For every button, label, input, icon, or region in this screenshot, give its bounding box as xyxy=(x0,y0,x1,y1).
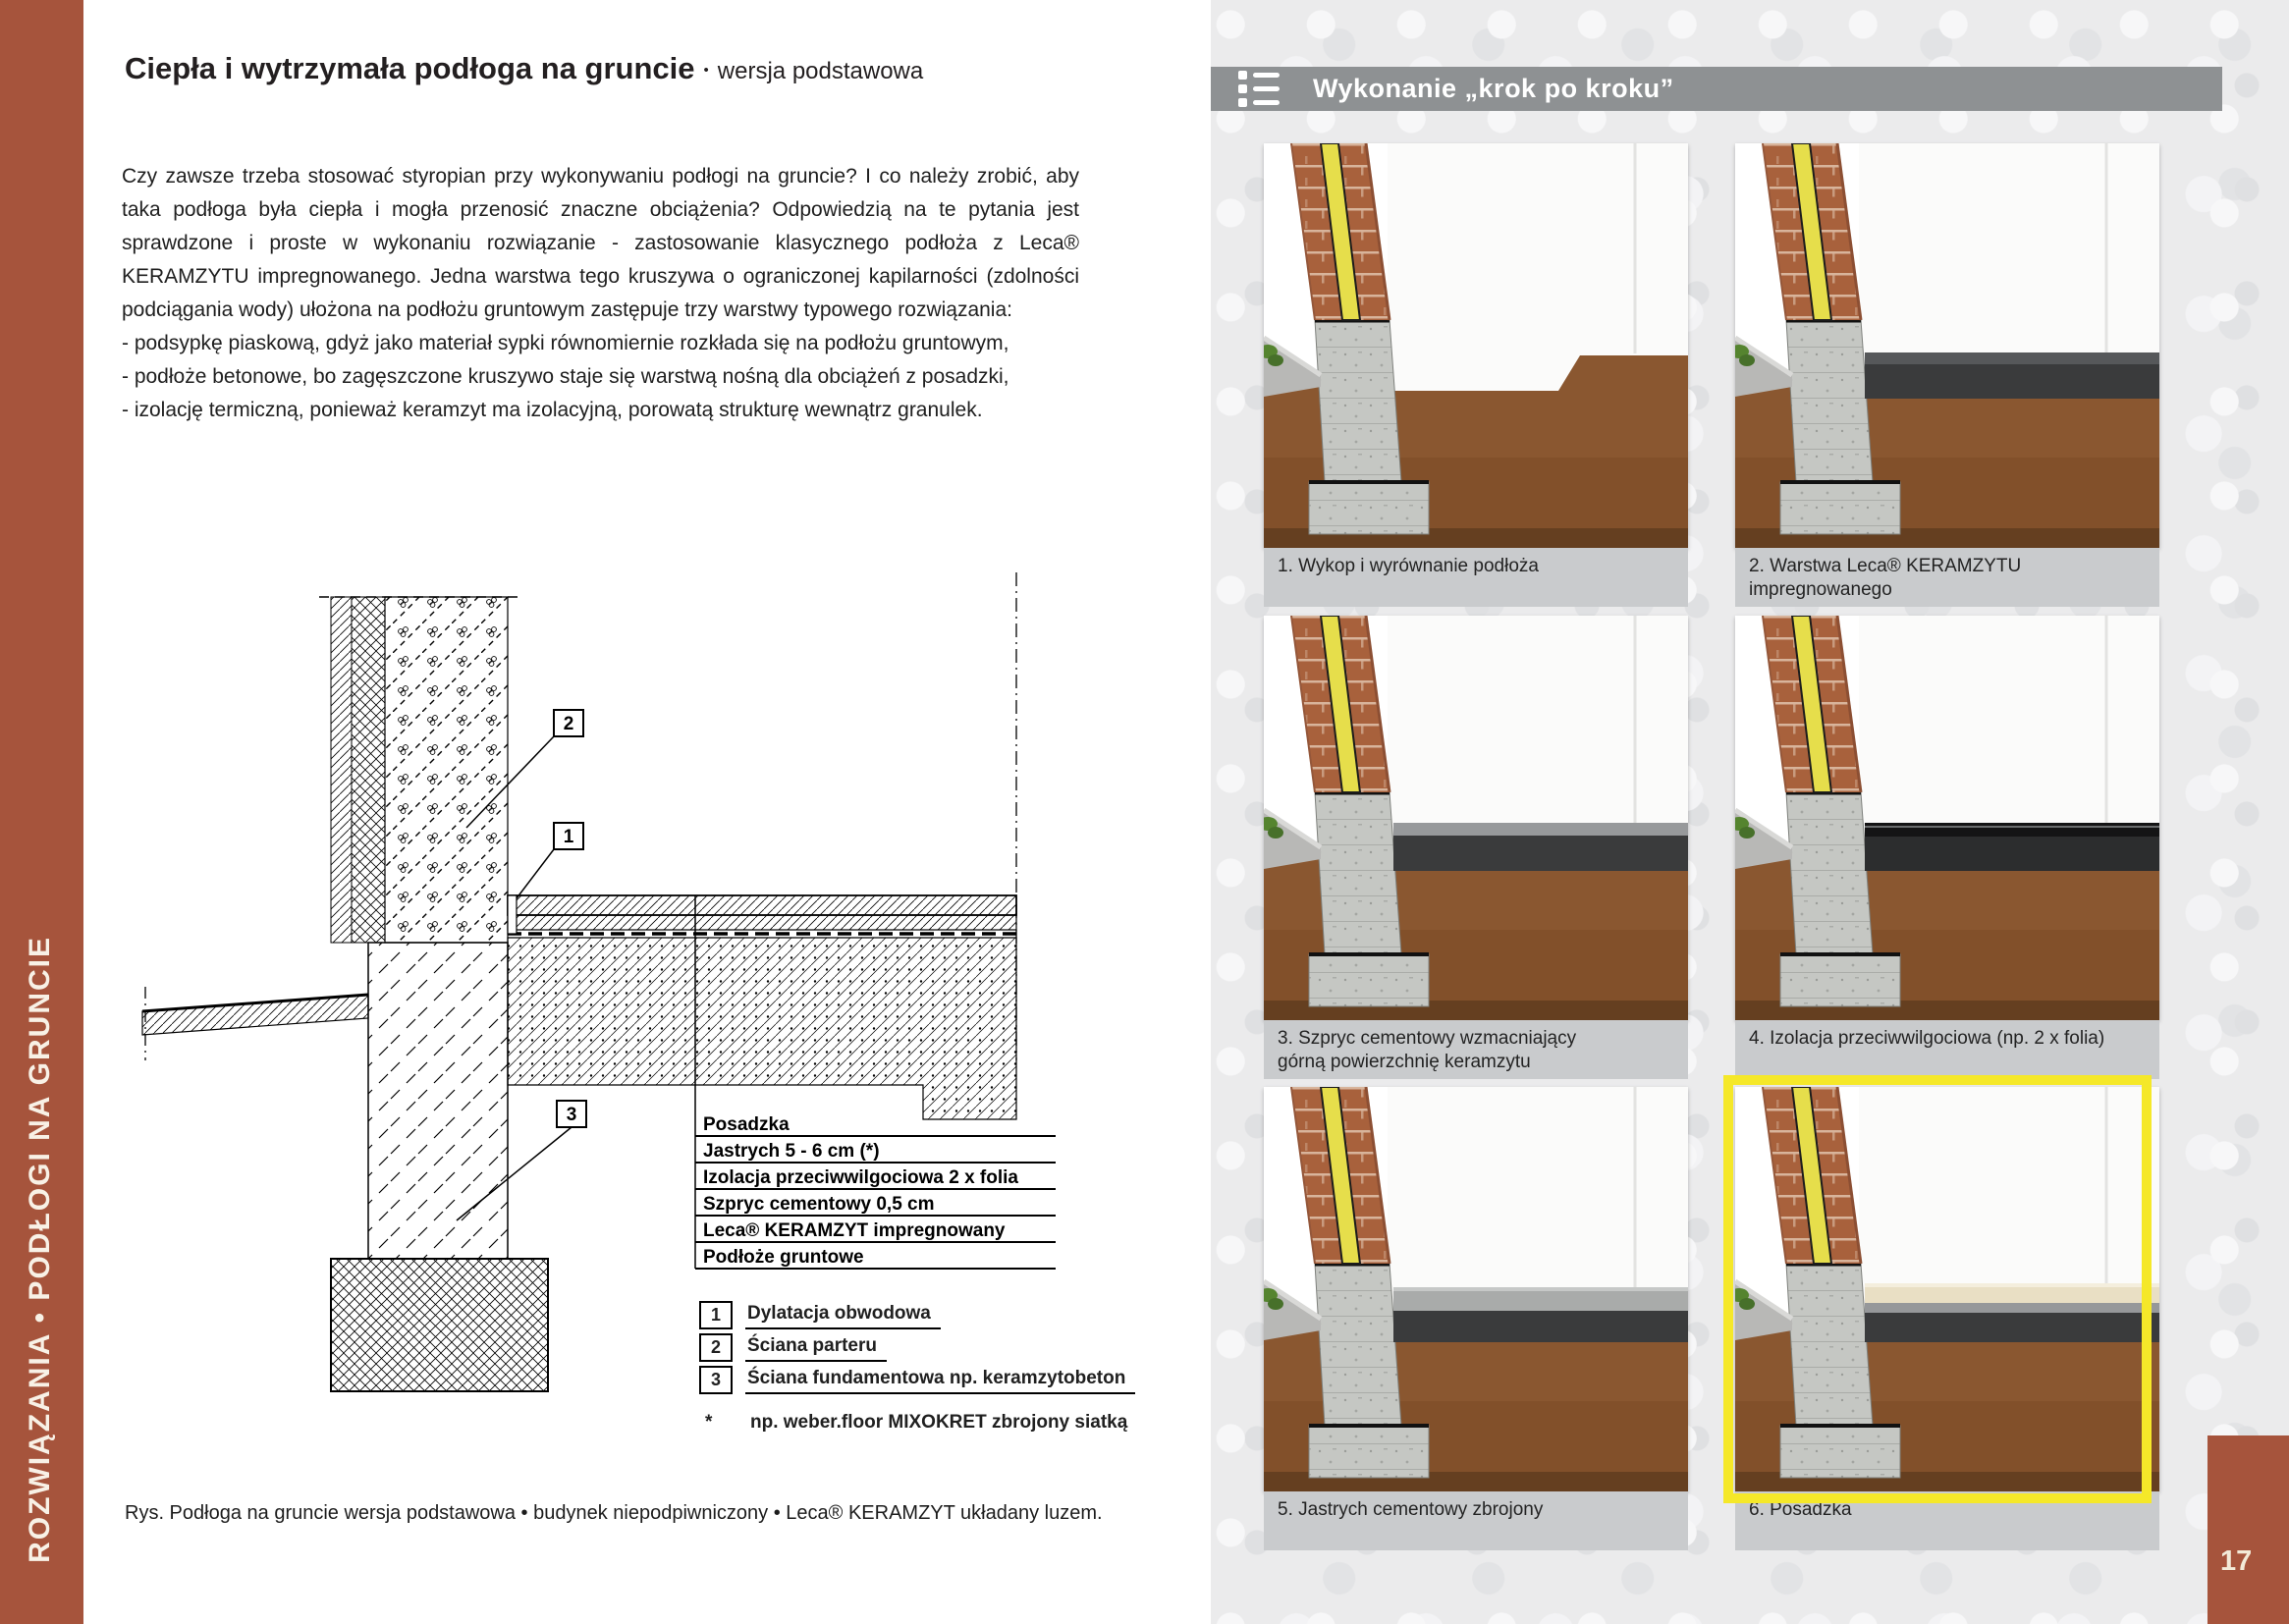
step-card-4 xyxy=(1735,616,2159,1079)
footnote-asterisk: * xyxy=(705,1412,713,1433)
article-title-main: Ciepła i wytrzymała podłoga na gruncie xyxy=(125,51,695,85)
step-image-4 xyxy=(1735,616,2159,1020)
step-card-3 xyxy=(1264,616,1688,1079)
step-image-5 xyxy=(1264,1087,1688,1491)
layer-label-keramzyt: Leca® KERAMZYT impregnowany xyxy=(703,1220,1006,1241)
page-number: 17 xyxy=(2220,1545,2253,1577)
step-caption-3: 3. Szpryc cementowy wzmacniający górną powierzchnię keramzytu xyxy=(1264,1020,1688,1079)
sidebar-section-label: ROZWIĄZANIA • PODŁOGI NA GRUNCIE xyxy=(24,936,56,1563)
legend-label-2: Ściana parteru xyxy=(745,1333,887,1362)
diagram-ground-floor-wall xyxy=(331,597,508,943)
diagram-layer-labels xyxy=(695,1114,1056,1269)
list-icon xyxy=(1238,71,1280,107)
diagram-floor-slab xyxy=(508,895,1016,1119)
article-title-suffix: wersja podstawowa xyxy=(717,58,924,84)
legend-number-2: 2 xyxy=(699,1333,733,1362)
layer-label-posadzka: Posadzka xyxy=(703,1114,790,1135)
figure-caption: Rys. Podłoga na gruncie wersja podstawowa • budynek niepodpiwniczony • Leca® KERAMZYT układany luzem. xyxy=(125,1502,1103,1524)
step-caption-6: 6. Posadzka xyxy=(1735,1491,2159,1550)
layer-label-szpryc: Szpryc cementowy 0,5 cm xyxy=(703,1194,935,1215)
step-image-2 xyxy=(1735,143,2159,548)
intro-text xyxy=(122,160,1079,427)
intro-paragraph: Czy zawsze trzeba stosować styropian przy wykonywaniu podłogi na gruncie? I co należy zrobić, aby taka podłoga była ciepła i mogła przenosić znaczne obciążenia? Odpowiedzią na te pytania jest sprawdzone i proste w wykonaniu rozwiązanie - zastosowanie klasycznego podłoża z Leca® KERAMZYTU impregnowanego. Jedna warstwa tego kruszywa o ograniczonej kapilarności (zdolności podciągania wody) ułożona na podłożu gruntowym zastępuje trzy warstwy typowego rozwiązania: xyxy=(122,165,1079,321)
callout-number-3: 3 xyxy=(566,1105,577,1125)
step-card-2 xyxy=(1735,143,2159,607)
step-caption-1: 1. Wykop i wyrównanie podłoża xyxy=(1264,548,1688,607)
red-sidebar xyxy=(0,0,83,1624)
diagram-legend xyxy=(699,1301,1135,1398)
step-image-3 xyxy=(1264,616,1688,1020)
layer-label-jastrych: Jastrych 5 - 6 cm (*) xyxy=(703,1141,880,1162)
layer-label-izolacja: Izolacja przeciwwilgociowa 2 x folia xyxy=(703,1167,1018,1188)
callout-number-1: 1 xyxy=(563,827,574,847)
legend-label-1: Dylatacja obwodowa xyxy=(745,1301,941,1329)
footnote-text: np. weber.floor MIXOKRET zbrojony siatką xyxy=(750,1412,1128,1433)
step-caption-5: 5. Jastrych cementowy zbrojony xyxy=(1264,1491,1688,1550)
intro-bullet-3: - izolację termiczną, ponieważ keramzyt ma izolacyjną, porowatą strukturę wewnątrz granulek. xyxy=(122,399,983,421)
intro-bullet-1: - podsypkę piaskową, gdyż jako materiał sypki równomiernie rozkłada się na podłożu gruntowym, xyxy=(122,332,1009,354)
steps-header-bar xyxy=(1211,67,2222,111)
intro-bullet-2: - podłoże betonowe, bo zagęszczone kruszywo staje się warstwą nośną dla obciążeń z posadzki, xyxy=(122,365,1009,388)
legend-row-1 xyxy=(699,1301,1135,1329)
diagram-callout-1 xyxy=(517,823,583,898)
step-caption-2: 2. Warstwa Leca® KERAMZYTU impregnowanego xyxy=(1735,548,2159,607)
title-separator-dot: • xyxy=(703,62,709,79)
legend-label-3: Ściana fundamentowa np. keramzytobeton xyxy=(745,1366,1135,1394)
step-card-5 xyxy=(1264,1087,1688,1550)
legend-number-1: 1 xyxy=(699,1301,733,1329)
diagram-footnote xyxy=(705,1412,1127,1434)
callout-number-2: 2 xyxy=(563,714,574,734)
layer-label-podloze: Podłoże gruntowe xyxy=(703,1247,864,1268)
step-image-6 xyxy=(1735,1087,2159,1491)
page-number-block xyxy=(2207,1435,2289,1624)
legend-number-3: 3 xyxy=(699,1366,733,1394)
step-image-1 xyxy=(1264,143,1688,548)
step-card-1 xyxy=(1264,143,1688,607)
legend-row-3 xyxy=(699,1366,1135,1394)
steps-header-title: Wykonanie „krok po kroku” xyxy=(1313,74,1674,103)
steps-panel xyxy=(1211,0,2289,1624)
diagram-exterior-ground xyxy=(142,995,368,1035)
step-caption-4: 4. Izolacja przeciwwilgociowa (np. 2 x folia) xyxy=(1735,1020,2159,1079)
legend-row-2 xyxy=(699,1333,1135,1362)
article-title xyxy=(125,51,923,86)
step-card-6 xyxy=(1735,1087,2159,1550)
